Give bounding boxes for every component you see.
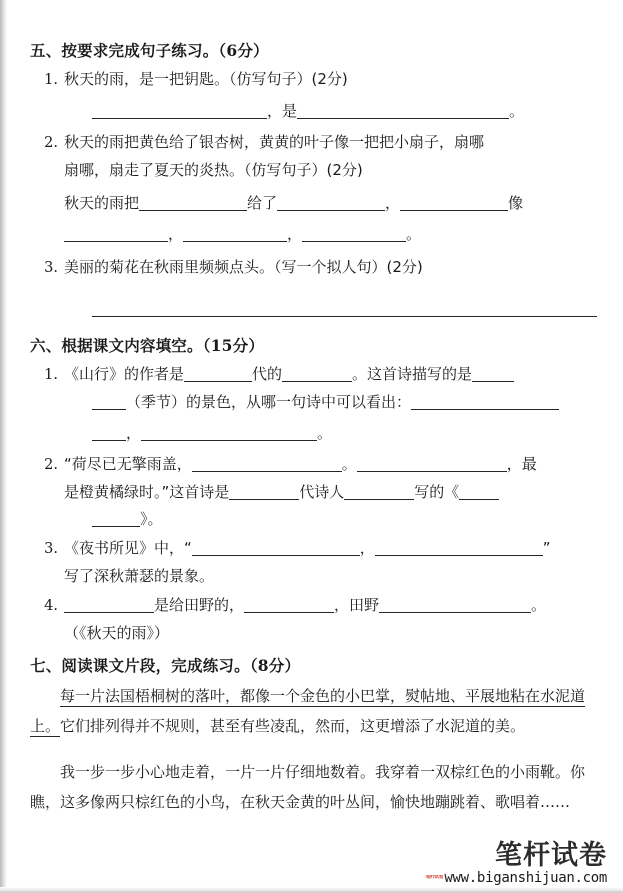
- passage-text: 它们排列得并不规则，甚至有些凌乱，然而，这更增添了水泥道的美。: [60, 717, 526, 735]
- question-text: “荷尽已无擎雨盖，: [64, 455, 192, 473]
- answer-blank[interactable]: [229, 482, 299, 500]
- section-7-heading: [30, 653, 607, 679]
- section-5-heading: [30, 38, 607, 64]
- question-line: [30, 254, 607, 282]
- question-text: 写的《: [414, 483, 460, 501]
- section-7: [30, 653, 607, 817]
- question-text: ，田野: [334, 596, 380, 614]
- question-text: ，: [359, 539, 375, 557]
- question-number: 4.: [44, 598, 58, 614]
- question-text: 》。: [140, 510, 163, 528]
- answer-blank[interactable]: [64, 224, 168, 242]
- answer-line: [30, 190, 607, 217]
- answer-blank[interactable]: [400, 193, 508, 211]
- answer-blank[interactable]: [411, 392, 559, 410]
- answer-blank[interactable]: [92, 101, 267, 119]
- answer-blank[interactable]: [192, 538, 360, 556]
- question-line: [30, 479, 607, 506]
- answer-blank[interactable]: [64, 595, 154, 613]
- question-text: ”: [542, 539, 551, 557]
- section-6-question-3: [30, 535, 607, 590]
- question-line: [30, 389, 607, 416]
- answer-blank[interactable]: [92, 423, 126, 441]
- answer-blank[interactable]: [92, 509, 140, 527]
- question-text: 代的: [252, 365, 283, 383]
- passage-paragraph-2: [30, 757, 607, 817]
- question-number: 1.: [44, 367, 58, 383]
- section-5-question-3: [30, 254, 607, 323]
- answer-blank[interactable]: [472, 364, 514, 382]
- question-text: 秋天的雨把黄色给了银杏树，黄黄的叶子像一把把小扇子，扇哪: [64, 133, 485, 151]
- passage-text: 我一步一步小心地走着，一片一片仔细地数着。我穿着一双棕红色的小雨靴。你瞧，这多像两只棕红色的小鸟，在秋天金黄的叶丛间，愉快地蹦跳着、歌唱着……: [30, 763, 586, 811]
- watermark-brand-text: 笔杆试卷: [495, 840, 607, 871]
- passage-underlined-text: 每一片法国梧桐树的落叶，都像一个金色的小巴掌，熨帖地、平展地粘在水泥道上。: [30, 687, 586, 735]
- question-text: 是橙黄橘绿时。”这首诗是: [64, 483, 230, 501]
- fill-mid-text: 给了: [247, 194, 278, 212]
- answer-blank[interactable]: [192, 454, 342, 472]
- answer-line: [30, 221, 607, 248]
- question-text: 。: [531, 596, 547, 614]
- question-line: [30, 535, 607, 563]
- question-text: 秋天的雨，是一把钥匙。（仿写句子）(2分): [64, 70, 348, 88]
- watermark-url-row: [421, 869, 607, 885]
- section-6-question-2: [30, 451, 607, 533]
- answer-connector: ，是: [267, 102, 298, 120]
- answer-blank[interactable]: [92, 392, 126, 410]
- question-line: [30, 157, 607, 184]
- section-5-question-1: [30, 66, 607, 125]
- answer-blank[interactable]: [375, 538, 543, 556]
- answer-blank[interactable]: [244, 595, 334, 613]
- section-5-points: （6分）: [218, 41, 269, 60]
- question-text: 。: [317, 424, 333, 442]
- section-7-heading-text: 七、阅读课文片段，完成练习。: [30, 657, 250, 675]
- question-source: （《秋天的雨》）: [64, 624, 170, 642]
- answer-blank[interactable]: [379, 595, 531, 613]
- passage-paragraph-1: [30, 681, 607, 741]
- watermark-url: www.biganshijuan.com: [444, 870, 607, 886]
- answer-blank[interactable]: [344, 482, 414, 500]
- fill-like-text: 像: [508, 194, 524, 212]
- question-line: [30, 420, 607, 447]
- question-line: [30, 506, 607, 533]
- question-text: 是给田野的，: [154, 596, 245, 614]
- section-6: [30, 333, 607, 647]
- question-line: [30, 361, 607, 389]
- section-6-heading-text: 六、根据课文内容填空。: [30, 337, 203, 355]
- watermark: [421, 842, 607, 885]
- question-text: 。这首诗描写的是: [352, 365, 473, 383]
- answer-blank[interactable]: [282, 364, 352, 382]
- question-text: （季节）的景色，从哪一句诗中可以看出：: [126, 393, 412, 411]
- section-7-points: （8分）: [249, 656, 301, 675]
- reading-passage: [30, 681, 607, 817]
- answer-blank[interactable]: [297, 101, 509, 119]
- answer-blank[interactable]: [141, 423, 317, 441]
- section-6-heading: [30, 333, 607, 359]
- question-text: ，最: [506, 455, 537, 473]
- answer-line: [30, 296, 607, 323]
- answer-blank[interactable]: [302, 224, 406, 242]
- question-text: 写了深秋萧瑟的景象。: [64, 567, 215, 585]
- question-text: 。: [341, 455, 357, 473]
- answer-line: [30, 98, 607, 125]
- section-5-heading-text: 五、按要求完成句子练习。: [30, 42, 219, 60]
- section-6-question-4: [30, 592, 607, 647]
- question-line: [30, 451, 607, 479]
- answer-blank[interactable]: [357, 454, 507, 472]
- answer-blank[interactable]: [92, 299, 597, 317]
- full-stop: 。: [509, 102, 525, 120]
- question-line: [30, 592, 607, 620]
- section-5-question-2: [30, 129, 607, 248]
- question-number: 3.: [44, 541, 58, 557]
- answer-blank[interactable]: [139, 193, 247, 211]
- question-number: 2.: [44, 135, 58, 151]
- question-number: 2.: [44, 457, 58, 473]
- comma: ，: [287, 225, 303, 243]
- answer-blank[interactable]: [459, 482, 499, 500]
- answer-blank[interactable]: [277, 193, 385, 211]
- question-source-line: [30, 620, 607, 647]
- question-line: [30, 563, 607, 590]
- question-text: ，: [126, 424, 142, 442]
- question-line: [30, 66, 607, 94]
- question-text: 《夜书所见》中，“: [64, 539, 192, 557]
- question-number: 3.: [44, 260, 58, 276]
- question-text: 代诗人: [299, 483, 345, 501]
- full-stop: 。: [406, 225, 422, 243]
- section-6-question-1: [30, 361, 607, 447]
- question-line: [30, 129, 607, 157]
- answer-blank[interactable]: [184, 364, 252, 382]
- question-number: 1.: [44, 72, 58, 88]
- section-5: [30, 38, 607, 323]
- watermark-red-stamp-icon: 笔杆试卷: [425, 874, 444, 880]
- question-text: 扇哪，扇走了夏天的炎热。（仿写句子）(2分): [64, 161, 363, 179]
- question-text: 《山行》的作者是: [64, 365, 185, 383]
- fill-lead-text: 秋天的雨把: [64, 194, 140, 212]
- question-text: 美丽的菊花在秋雨里频频点头。（写一个拟人句）(2分): [64, 258, 423, 276]
- comma: ，: [385, 194, 401, 212]
- comma: ，: [168, 225, 184, 243]
- section-6-points: （15分）: [202, 336, 265, 355]
- answer-blank[interactable]: [183, 224, 287, 242]
- watermark-brand-row: [421, 842, 607, 869]
